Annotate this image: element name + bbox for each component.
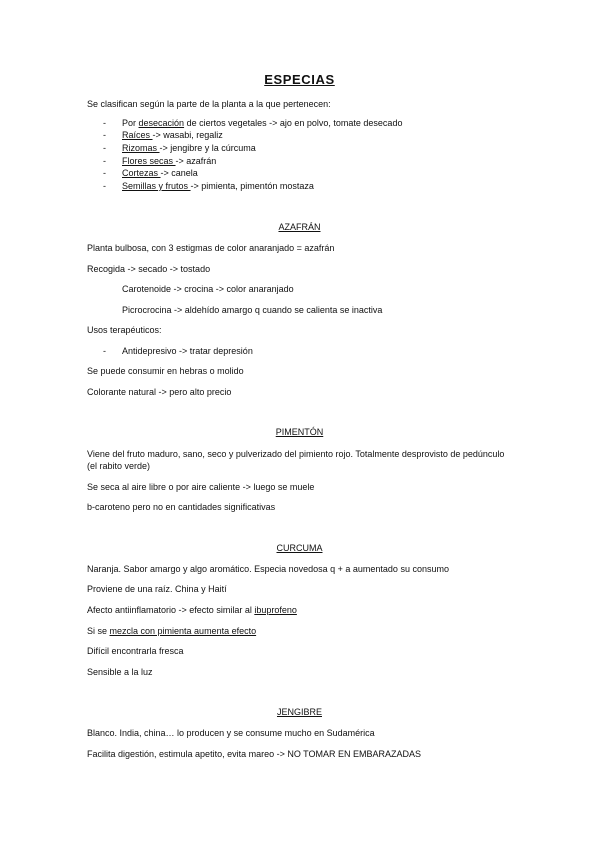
- curcuma-line: Proviene de una raíz. China y Haití: [87, 584, 227, 594]
- pimenton-line: b-caroteno pero no en cantidades significativas: [87, 502, 276, 512]
- list-item: Cortezas -> canela: [122, 168, 198, 178]
- azafran-line: Planta bulbosa, con 3 estigmas de color anaranjado = azafrán: [87, 243, 335, 253]
- azafran-line: Antidepresivo -> tratar depresión: [122, 346, 253, 356]
- list-item: Por desecación de ciertos vegetales -> ajo en polvo, tomate desecado: [122, 118, 403, 128]
- azafran-line: Recogida -> secado -> tostado: [87, 264, 211, 274]
- curcuma-line: Si se mezcla con pimienta aumenta efecto: [87, 626, 257, 636]
- azafran-line: Picrocrocina -> aldehído amargo q cuando se calienta se inactiva: [122, 305, 383, 315]
- bullet-dash: -: [103, 156, 106, 166]
- curcuma-line: Afecto antiinflamatorio -> efecto similar al ibuprofeno: [87, 605, 297, 615]
- bullet-dash: -: [103, 118, 106, 128]
- section-heading-jengibre: JENGIBRE: [276, 707, 322, 717]
- list-item: Raíces -> wasabi, regaliz: [122, 130, 223, 140]
- section-heading-curcuma: CURCUMA: [276, 543, 323, 553]
- pimenton-line: Viene del fruto maduro, sano, seco y pulverizado del pimiento rojo. Totalmente desprovisto de pedúnculo (el rabito verde): [87, 449, 505, 471]
- bullet-dash: -: [103, 130, 106, 140]
- jengibre-line: Facilita digestión, estimula apetito, evita mareo -> NO TOMAR EN EMBARAZADAS: [87, 749, 422, 759]
- bullet-dash: -: [103, 181, 106, 191]
- curcuma-line: Naranja. Sabor amargo y algo aromático. Especia novedosa q + a aumentado su consumo: [87, 564, 449, 574]
- azafran-line: Carotenoide -> crocina -> color anaranjado: [122, 284, 294, 294]
- bullet-dash: -: [103, 346, 106, 356]
- azafran-line: Colorante natural -> pero alto precio: [87, 387, 232, 397]
- bullet-dash: -: [103, 143, 106, 153]
- document-title: ESPECIAS: [264, 72, 335, 87]
- list-item: Rizomas -> jengibre y la cúrcuma: [122, 143, 256, 153]
- section-heading-azafran: AZAFRÁN: [278, 222, 321, 232]
- azafran-line: Usos terapéuticos:: [87, 325, 162, 335]
- bullet-dash: -: [103, 168, 106, 178]
- curcuma-line: Difícil encontrarla fresca: [87, 646, 184, 656]
- azafran-line: Se puede consumir en hebras o molido: [87, 366, 244, 376]
- jengibre-line: Blanco. India, china… lo producen y se consume mucho en Sudamérica: [87, 728, 375, 738]
- curcuma-line: Sensible a la luz: [87, 667, 153, 677]
- section-heading-pimenton: PIMENTÓN: [275, 427, 324, 437]
- list-item: Flores secas -> azafrán: [122, 156, 217, 166]
- list-item: Semillas y frutos -> pimienta, pimentón mostaza: [122, 181, 314, 191]
- intro-text: Se clasifican según la parte de la planta a la que pertenecen:: [87, 99, 331, 109]
- pimenton-line: Se seca al aire libre o por aire caliente -> luego se muele: [87, 482, 315, 492]
